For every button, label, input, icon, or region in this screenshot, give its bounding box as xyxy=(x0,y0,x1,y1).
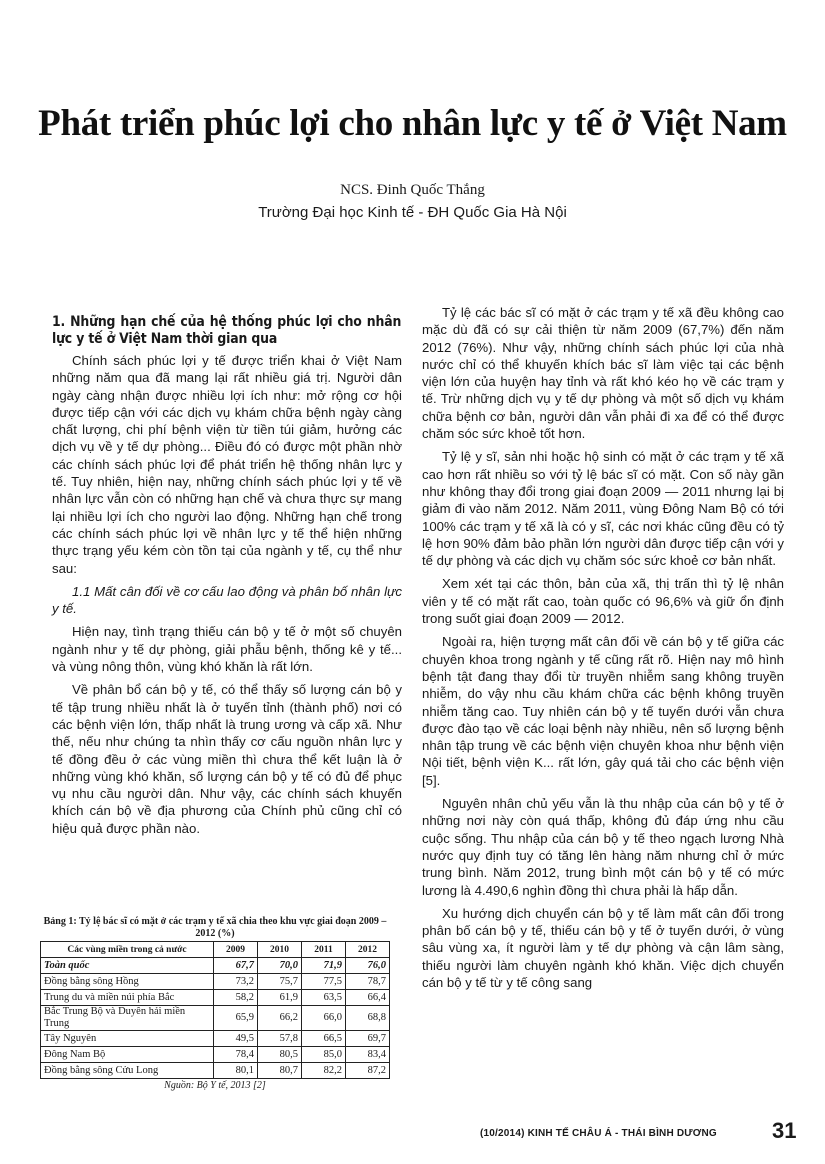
paragraph: Về phân bổ cán bộ y tế, có thể thấy số lượng cán bộ y tế tập trung nhiều nhất là ở tuyến tỉnh (thành phố) nơi có các bệnh viện lớn, thấp nhất là trung ương và cấp xã. Như thế, nếu như chúng ta nhìn thấy cơ cấu nguồn nhân lực y tế đồng đều ở các vùng miền thì chưa thể kết luận là ở những vùng khó khăn, số lượng cán bộ y tế có đủ để phục vụ nhu cầu người dân. Như vậy, các chính sách khuyến khích cán bộ về địa phương của Chính phủ cũng chỉ có hiệu quả được phần nào. xyxy=(52,682,402,836)
table-cell: Tây Nguyên xyxy=(41,1031,214,1047)
table-cell: 67,7 xyxy=(214,958,258,974)
table-header-row xyxy=(41,942,390,958)
table-cell: 78,4 xyxy=(214,1047,258,1063)
article-affiliation: Trường Đại học Kinh tế - ĐH Quốc Gia Hà Nội xyxy=(258,204,567,221)
table-row xyxy=(41,1006,390,1031)
table-cell: 66,0 xyxy=(302,1006,346,1031)
table-cell: 57,8 xyxy=(258,1031,302,1047)
table-cell: Đồng bằng sông Cửu Long xyxy=(41,1063,214,1079)
table-1 xyxy=(40,916,390,1091)
left-column xyxy=(52,314,402,843)
table-cell: 80,7 xyxy=(258,1063,302,1079)
table-header-cell: 2010 xyxy=(258,942,302,958)
table-cell: Trung du và miền núi phía Bắc xyxy=(41,990,214,1006)
right-column xyxy=(422,304,784,997)
article-author: NCS. Đinh Quốc Thắng xyxy=(340,182,485,198)
table-cell: 76,0 xyxy=(346,958,390,974)
paragraph: Chính sách phúc lợi y tế được triển khai ở Việt Nam những năm qua đã mang lại rất nhiều giá trị. Người dân ngày càng nhận được nhiều lợi ích như: mở rộng cơ hội được tiếp cận với các dịch vụ khám chữa bệnh ngày càng chất lượng, chi phí bệnh viện từ tiền túi giảm, hưởng các dịch vụ về y tế dự phòng... Điều đó có được một phần nhờ các chính sách phúc lợi để phát triển hệ thống nhân lực y tế. Tuy nhiên, hiện nay, những chính sách phúc lợi y tế về nhân lực vẫn còn có những hạn chế và chưa thực sự mang lại nhiều lợi ích cho người lao động. Những hạn chế trong các chính sách phúc lợi về nhân lực y tế thể hiện những thực trạng yếu kém còn tồn tại của ngành y tế, cụ thể như sau: xyxy=(52,353,402,576)
table-cell: 75,7 xyxy=(258,974,302,990)
table-cell: 77,5 xyxy=(302,974,346,990)
table-cell: 69,7 xyxy=(346,1031,390,1047)
page-number: 31 xyxy=(772,1118,797,1143)
data-table xyxy=(40,941,390,1079)
table-cell: 63,5 xyxy=(302,990,346,1006)
table-row xyxy=(41,958,390,974)
table-cell: 80,1 xyxy=(214,1063,258,1079)
table-row xyxy=(41,1047,390,1063)
table-cell: 85,0 xyxy=(302,1047,346,1063)
table-cell: 83,4 xyxy=(346,1047,390,1063)
subsection-heading: 1.1 Mất cân đối về cơ cấu lao động và phân bố nhân lực y tế. xyxy=(52,583,402,617)
table-cell: 87,2 xyxy=(346,1063,390,1079)
table-cell: 70,0 xyxy=(258,958,302,974)
table-row xyxy=(41,990,390,1006)
table-cell: 78,7 xyxy=(346,974,390,990)
table-cell: 65,9 xyxy=(214,1006,258,1031)
table-source: Nguồn: Bộ Y tế, 2013 [2] xyxy=(164,1080,266,1091)
table-cell: Đông Nam Bộ xyxy=(41,1047,214,1063)
table-header-cell: 2011 xyxy=(302,942,346,958)
paragraph: Xu hướng dịch chuyển cán bộ y tế làm mất cân đối trong phân bố cán bộ y tế, thiếu cán bộ y tế ở tuyến dưới, ở vùng sâu vùng xa, ít người làm y tế dự phòng và cận lâm sàng, thiếu người làm chuyên ngành khó khăn. Việc dịch chuyển cán bộ y tế từ y tế công sang xyxy=(422,905,784,990)
journal-footer: (10/2014) KINH TẾ CHÂU Á - THÁI BÌNH DƯƠNG xyxy=(480,1128,717,1139)
paragraph: Ngoài ra, hiện tượng mất cân đối về cán bộ y tế giữa các chuyên khoa trong ngành y tế cũng rất rõ. Hiện nay mô hình bệnh tật đang thay đổi từ truyền nhiễm sang không truyền nhiễm, do vậy nhu cầu khám chữa các bệnh không truyền nhiễm tăng cao. Tuy nhiên cán bộ y tế tuyến dưới vẫn chưa được đào tạo về các loại bệnh này nhiều, nên số lượng bệnh nhân tập trung về các bệnh viện chuyên khoa như bệnh viện Nội tiết, bệnh viện K... rất lớn, gây quá tải cho các bệnh viện [5]. xyxy=(422,634,784,788)
paragraph: Hiện nay, tình trạng thiếu cán bộ y tế ở một số chuyên ngành như y tế dự phòng, giải phẫu bệnh, thống kê y tế... và vùng nông thôn, vùng khó khăn là rất lớn. xyxy=(52,624,402,675)
table-cell: Bắc Trung Bộ và Duyên hải miền Trung xyxy=(41,1006,214,1031)
paragraph: Tỷ lệ y sĩ, sản nhi hoặc hộ sinh có mặt ở các trạm y tế xã cao hơn rất nhiều so với tỷ lệ bác sĩ có mặt. Con số này gần như không thay đổi trong giai đoạn 2009 — 2011 nhưng lại bị giảm đi vào năm 2012. Năm 2011, vùng Đông Nam Bộ có tới 100% các trạm y tế xã là có y sĩ, các nơi khác cũng đều có tỷ lệ hơn 90% đảm bảo phần lớn người dân được tiếp cận với y tế dự phòng và các dịch vụ chăm sóc sức khoẻ cơ bản nhất. xyxy=(422,449,784,569)
table-cell: 66,2 xyxy=(258,1006,302,1031)
table-header-cell: 2009 xyxy=(214,942,258,958)
table-cell: 82,2 xyxy=(302,1063,346,1079)
table-cell: Đồng bằng sông Hồng xyxy=(41,974,214,990)
table-cell: 73,2 xyxy=(214,974,258,990)
paragraph: Xem xét tại các thôn, bản của xã, thị trấn thì tỷ lệ nhân viên y tế có mặt rất cao, toàn quốc có 96,6% và giữ ổn định trong suốt giai đoạn 2009 — 2012. xyxy=(422,576,784,627)
table-header-cell: Các vùng miền trong cả nước xyxy=(41,942,214,958)
table-cell: 61,9 xyxy=(258,990,302,1006)
table-header-cell: 2012 xyxy=(346,942,390,958)
table-cell: 58,2 xyxy=(214,990,258,1006)
table-caption: Bảng 1: Tỷ lệ bác sĩ có mặt ở các trạm y tế xã chia theo khu vực giai đoạn 2009 – 2012 (%) xyxy=(43,916,387,939)
paragraph: Nguyên nhân chủ yếu vẫn là thu nhập của cán bộ y tế ở những nơi này còn quá thấp, không đủ đáp ứng nhu cầu cuộc sống. Thu nhập của cán bộ y tế theo ngạch lương Nhà nước quy định tuy có tăng lên hàng năm nhưng chỉ ở mức trung bình. Năm 2012, trung bình một cán bộ y tế có mức lương là 4.490,6 nghìn đồng thì chưa phải là hấp dẫn. xyxy=(422,796,784,898)
paragraph: Tỷ lệ các bác sĩ có mặt ở các trạm y tế xã đều không cao mặc dù đã có sự cải thiện từ năm 2009 (67,7%) đến năm 2012 (76%). Như vậy, những chính sách phúc lợi của nhà nước chỉ có thể khuyến khích bác sĩ làm việc tại các bệnh viện lớn của huyện hay tỉnh và rất khó kéo họ về các trạm y tế. Trừ những dịch vụ y tế dự phòng và một số dịch vụ khám chữa bệnh cơ bản, người dân vẫn phải đi xa để có thể được chăm sóc sức khoẻ tốt hơn. xyxy=(422,305,784,442)
article-title: Phát triển phúc lợi cho nhân lực y tế ở Việt Nam xyxy=(38,103,787,144)
table-cell: 49,5 xyxy=(214,1031,258,1047)
section-heading: 1. Những hạn chế của hệ thống phúc lợi cho nhân lực y tế ở Việt Nam thời gian qua xyxy=(52,314,402,347)
table-row xyxy=(41,1063,390,1079)
table-cell: 68,8 xyxy=(346,1006,390,1031)
table-cell: 71,9 xyxy=(302,958,346,974)
table-cell: 66,4 xyxy=(346,990,390,1006)
table-row xyxy=(41,1031,390,1047)
table-cell: 80,5 xyxy=(258,1047,302,1063)
table-cell: Toàn quốc xyxy=(41,958,214,974)
table-cell: 66,5 xyxy=(302,1031,346,1047)
table-row xyxy=(41,974,390,990)
